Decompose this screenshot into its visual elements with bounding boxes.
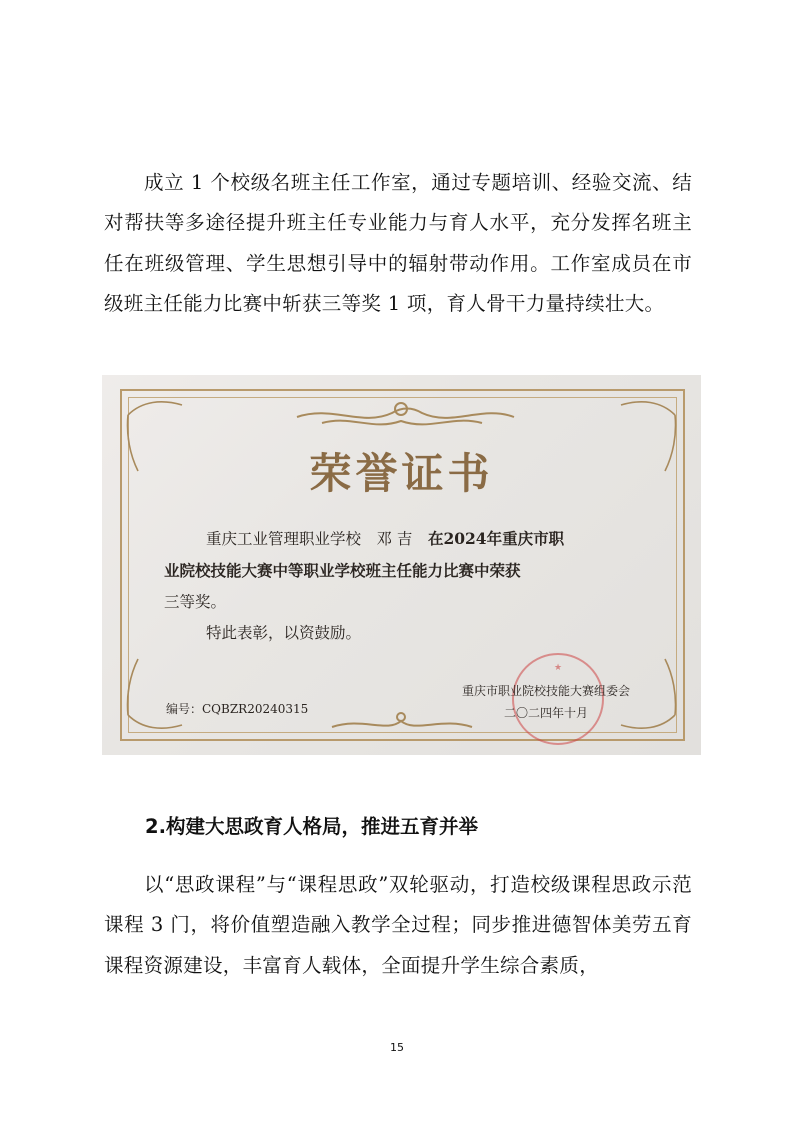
certificate-body bbox=[164, 523, 642, 649]
certificate-award-line-2: 业院校技能大赛中等职业学校班主任能力比赛中荣获 bbox=[164, 561, 521, 580]
section-heading: 2.构建大思政育人格局，推进五育并举 bbox=[145, 815, 478, 838]
certificate-award-line-3: 三等奖。 bbox=[164, 593, 227, 611]
certificate-recipient: 重庆工业管理职业学校 邓 吉 bbox=[206, 530, 413, 548]
certificate-date: 二〇二四年十月 bbox=[503, 706, 588, 720]
certificate-title: 荣誉证书 bbox=[309, 449, 494, 498]
certificate-serial: 编号：CQBZR20240315 bbox=[166, 702, 309, 716]
certificate-issuer-block bbox=[441, 680, 651, 724]
body-paragraph-1: 成立 1 个校级名班主任工作室，通过专题培训、经验交流、结对帮扶等多途径提升班主任专业能力与育人水平，充分发挥名班主任在班级管理、学生思想引导中的辐射带动作用。工作室成员在市级班主任能力比赛中斩获三等奖 1 项，育人骨干力量持续壮大。 bbox=[104, 170, 692, 315]
certificate-award-line-1: 在2024年重庆市职 bbox=[427, 529, 565, 548]
honor-certificate-image bbox=[102, 375, 701, 755]
certificate-praise: 特此表彰，以资鼓励。 bbox=[206, 624, 362, 642]
page-number: 15 bbox=[390, 1041, 404, 1054]
seal-text: ★ bbox=[553, 663, 563, 673]
body-paragraph-2: 以“思政课程”与“课程思政”双轮驱动，打造校级课程思政示范课程 3 门，将价值塑造融入教学全过程；同步推进德智体美劳五育课程资源建设，丰富育人载体，全面提升学生综合素质， bbox=[104, 872, 692, 977]
certificate-issuer: 重庆市职业院校技能大赛组委会 bbox=[461, 684, 630, 698]
